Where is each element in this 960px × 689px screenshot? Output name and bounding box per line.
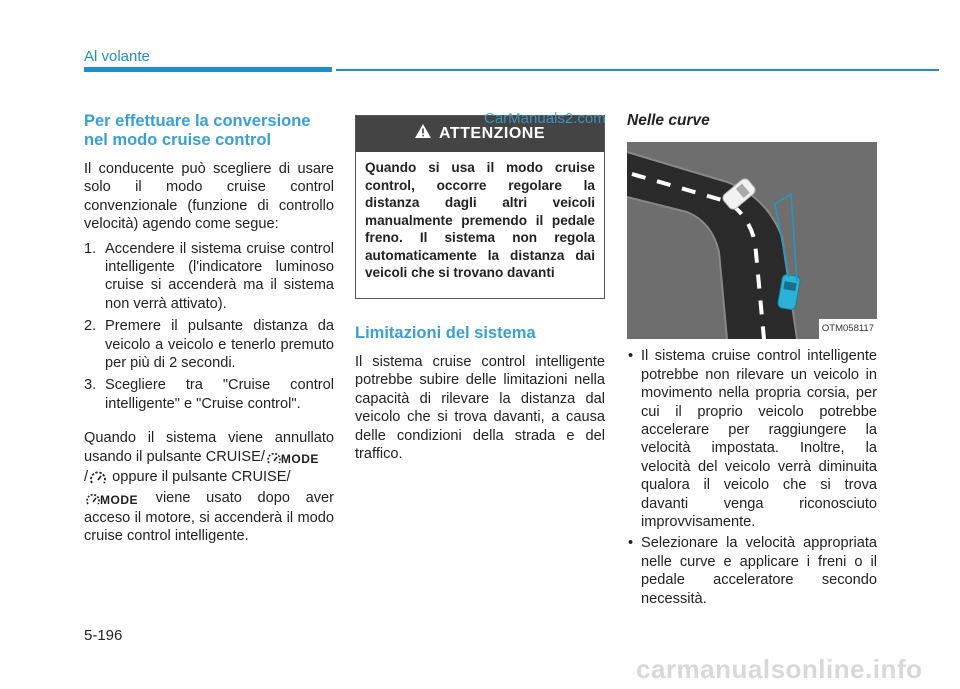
para-part-a: Quando il sistema viene annullato usando il pulsante CRUISE/ — [84, 430, 334, 465]
para-part-c: oppure il pulsante CRUISE/ — [112, 469, 291, 486]
cruise-mode-icon — [86, 491, 138, 509]
curve-road-image — [627, 142, 877, 339]
list-item — [84, 376, 334, 413]
limitations-heading: Limitazioni del sistema — [355, 324, 536, 342]
column-middle — [355, 112, 605, 463]
warning-title: ATTENZIONE — [438, 124, 546, 142]
cruise-icon — [90, 470, 106, 488]
curves-bullets — [627, 347, 877, 608]
para-part-b: / — [84, 469, 89, 486]
conversion-heading: Per effettuare la conversione nel modo cruise control — [84, 112, 311, 149]
mode-label: MODE — [280, 451, 319, 466]
step-text: Accendere il sistema cruise control intelligente (l'indicatore luminoso cruise si accenderà ma il sistema non verrà attivato). — [105, 240, 334, 312]
warning-text: Quando si usa il modo cruise control, occorre regolare la distanza dagli altri veicoli manualmente premendo il pedale freno. Il sistema non regola automaticamente la distanza dai veicoli che si trovano davanti — [365, 160, 595, 280]
column-right — [627, 112, 877, 611]
section-title: Al volante — [84, 48, 150, 65]
bullet-icon: • — [628, 348, 634, 365]
warning-triangle-icon — [415, 124, 431, 143]
list-item — [84, 317, 334, 372]
step-text: Scegliere tra "Cruise control intelligente" e "Cruise control". — [105, 377, 334, 412]
mode-label: MODE — [100, 492, 138, 507]
page-number: 5-196 — [84, 627, 123, 644]
list-item — [627, 347, 877, 531]
cruise-mode-icon — [267, 450, 319, 468]
steps-list — [84, 240, 334, 414]
curve-illustration — [627, 142, 877, 339]
list-item — [84, 240, 334, 314]
step-number: 3. — [84, 377, 97, 394]
step-number: 1. — [84, 240, 97, 257]
list-item — [627, 534, 877, 608]
limitations-text: Il sistema cruise control intelligente potrebbe subire delle limitazioni nella capacità di rilevare la distanza dal veicolo che si trova davanti, a causa delle condizioni della strada e del traffico. — [355, 354, 605, 463]
warning-box — [355, 115, 605, 299]
intro-text: Il conducente può scegliere di usare solo il modo cruise control convenzionale (funzione di controllo velocità) agendo come segue: — [84, 161, 334, 233]
step-number: 2. — [84, 318, 97, 335]
bullet-text: Selezionare la velocità appropriata nelle curve e applicare i freni o il pedale acceleratore secondo necessità. — [641, 535, 877, 607]
bullet-text: Il sistema cruise control intelligente potrebbe non rilevare un veicolo in movimento nella propria corsia, per cui il proprio veicolo potrebbe accelerare per raggiungere la velocità impostata. Inoltre, la velocità del veicolo verrà diminuita qualora il veicolo che si trova davanti venga riconosciuto improvvisamente. — [641, 348, 877, 531]
cancel-paragraph — [84, 429, 334, 545]
bullet-icon: • — [628, 535, 634, 552]
step-text: Premere il pulsante distanza da veicolo a veicolo e tenerlo premuto per più di 2 secondi. — [105, 318, 334, 372]
curves-heading: Nelle curve — [627, 112, 710, 129]
para-part-d: viene usato dopo aver acceso il motore, si accenderà il modo cruise control intelligente. — [84, 489, 334, 545]
figure-code: OTM058117 — [819, 319, 877, 339]
column-left — [84, 112, 334, 546]
footer-watermark: carmanualsonline.info — [636, 654, 923, 684]
header-rule-thick — [84, 67, 332, 72]
watermark-top: CarManuals2.com — [484, 110, 606, 127]
header-rule-thin — [336, 69, 939, 71]
